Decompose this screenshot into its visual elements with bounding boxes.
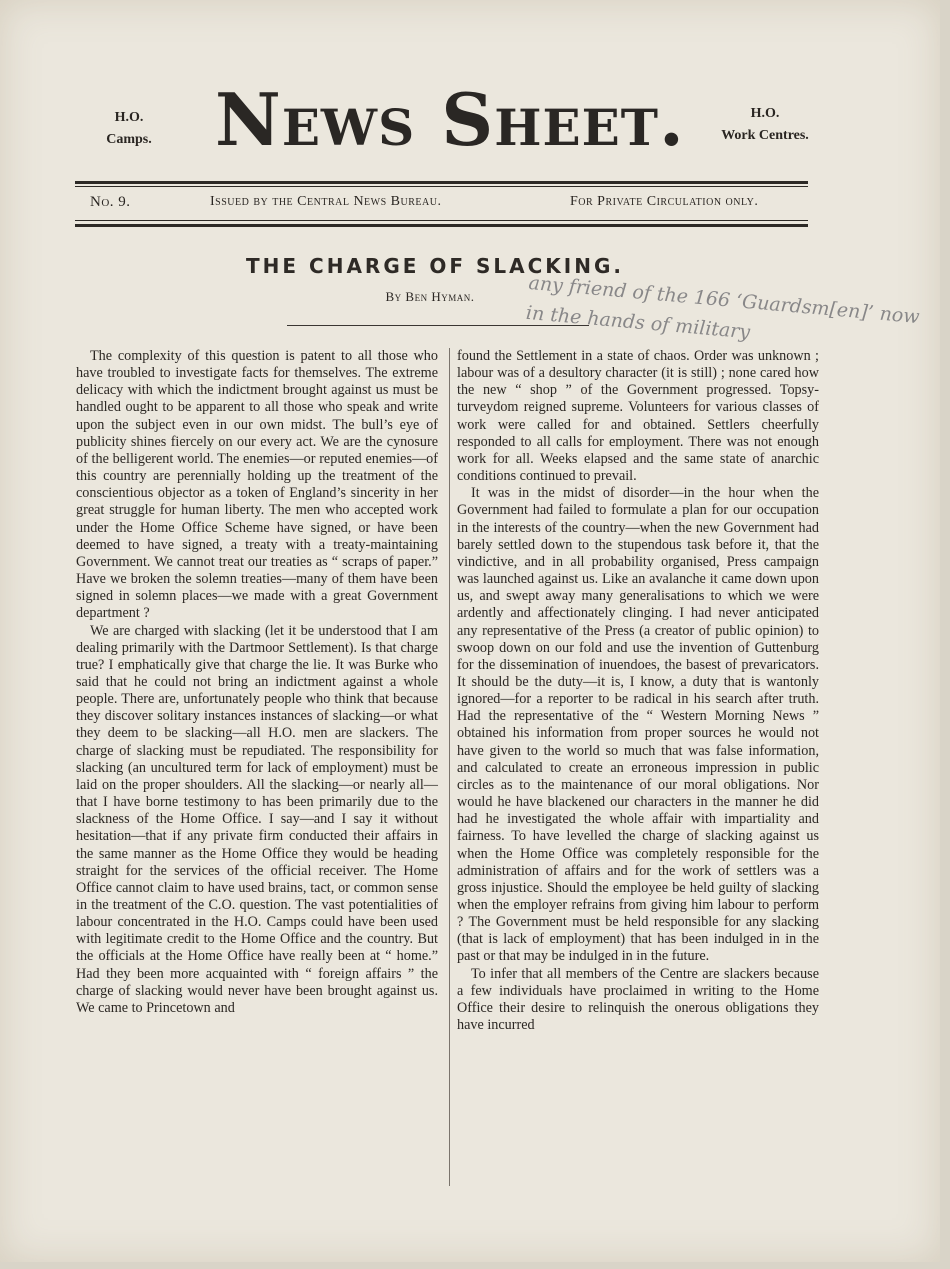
handwritten-annotation: any friend of the 166 ‘Guardsm[en]’ now in the hands of military — [525, 271, 921, 344]
header-rule-top-thick — [75, 181, 808, 184]
right-corner-line-2: Work Centres. — [721, 128, 809, 143]
right-corner-line-1: H.O. — [750, 106, 780, 121]
right-column — [457, 348, 819, 1034]
issue-number: No. 9. — [90, 194, 131, 210]
left-corner-line-1: H.O. — [114, 110, 144, 125]
header-rule-top-thin — [75, 186, 808, 187]
left-corner-label — [95, 107, 163, 151]
left-column — [76, 348, 438, 1017]
paragraph: It was in the midst of disorder—in the hour when the Government had failed to formulate a plan for our occupation in the interests of the country—when the new Government had barely settled down to the stupendous task before it, that the vindictive, and in all probability organised, Press campaign was launched against us. Like an avalanche it came down upon us, and swept away many generalisations to which we were ardently and affectionately clinging. I had never anticipated any representative of the Press (a creator of public opinion) to swoop down on our fold and use the invention of Guttenburg for the dissemination of inuendoes, the basest of prevaricators. It should be the duty—it is, I know, a duty that is wantonly ignored—for a reporter to be radical in his search after truth. Had the representative of the “ Western Morning News ” obtained his information from proper sources he would not have given to the world so much that was false information, and calculated to create an erroneous impression in public circles as to the maintenance of our moral obligations. Nor would he have blackened our characters in the manner he did had he investigated the whole affair with impartiality and fairness. To have levelled the charge of slacking against us when the Home Office was completely responsible for the administration of affairs and for the work of settlers was a gross injustice. Should the employee be held guilty of slacking when the employer refrains from giving him labour to perform ? The Government must be held responsible for any slacking (that is lack of employment) that has been indulged in in the past or that may be indulged in in the future. — [457, 485, 819, 965]
left-corner-line-2: Camps. — [106, 132, 152, 147]
paragraph: To infer that all members of the Centre are slackers because a few individuals have proclaimed in writing to the Home Office their desire to relinquish the onerous obligations they have incurred — [457, 965, 819, 1034]
header-rule-bottom-thick — [75, 224, 808, 227]
paragraph: We are charged with slacking (let it be understood that I am dealing primarily with the Dartmoor Settlement). Is that charge true? I emphatically give that charge the lie. It was Burke who said that he could not bring an indictment against a whole people. There are, unfortunately people who think that because they discover solitary instances instances of slacking—or what they deem to be slacking—all H.O. men are slackers. The charge of slacking must be repudiated. The responsibility for slacking (an uncultured term for lack of employment) must be laid on the proper shoulders. All the slacking—or nearly all—that I have borne testimony to has been primarily due to the slackness of the Home Office. I say—and I say it without hesitation—that if any private firm conducted their affairs in the same manner as the Home Office they would be heading straight for the services of the official receiver. The Home Office cannot claim to have used brains, tact, or common sense in the treatment of the C.O. question. The vast potentialities of labour concentrated in the H.O. Camps could have been used with legitimate credit to the Home Office and the country. But the officials at the Home Office have really been at “ home.” Had they been more acquainted with “ foreign affairs ” the charge of slacking would never have been brought against us. We came to Princetown and — [76, 622, 438, 1016]
header-rule-bottom-thin — [75, 220, 808, 221]
article-byline: By Ben Hyman. — [385, 289, 475, 304]
circulation-note: For Private Circulation only. — [570, 194, 759, 209]
column-divider — [449, 348, 450, 1186]
issued-by: Issued by the Central News Bureau. — [210, 194, 442, 209]
paragraph: found the Settlement in a state of chaos. Order was unknown ; labour was of a desultory character (it is still) ; none cared how the new “ shop ” of the Government progressed. Topsy-turveydom reigned supreme. Volunteers for various classes of work were called for and obtained. Settlers cheerfully responded to all calls for employment. There was not enough work for all. Weeks elapsed and the same state of anarchic conditions continued to prevail. — [457, 348, 819, 485]
masthead-title: News Sheet. — [215, 77, 685, 162]
article-title: THE CHARGE OF SLACKING. — [246, 254, 624, 278]
right-corner-label — [705, 103, 825, 147]
paragraph: The complexity of this question is patent to all those who have troubled to investigate facts for themselves. The extreme delicacy with which the indictment brought against us must be handled ought to be apparent to all those who speak and write upon the subject even in our own midst. The bull’s eye of publicity shines fiercely on our every act. We are the cynosure of the belligerent world. The enemies—or reputed enemies—of this country are perennially holding up the treatment of the conscientious objector as a token of England’s sincerity in her great struggle for human liberty. The men who accepted work under the Home Office Scheme have signed, or have been deemed to have signed, a treaty with a treaty-maintaining Government. We cannot treat our treaties as “ scraps of paper.” Have we broken the solemn treaties—many of them have been signed in solemn places—we made with a great Government department ? — [76, 348, 438, 622]
